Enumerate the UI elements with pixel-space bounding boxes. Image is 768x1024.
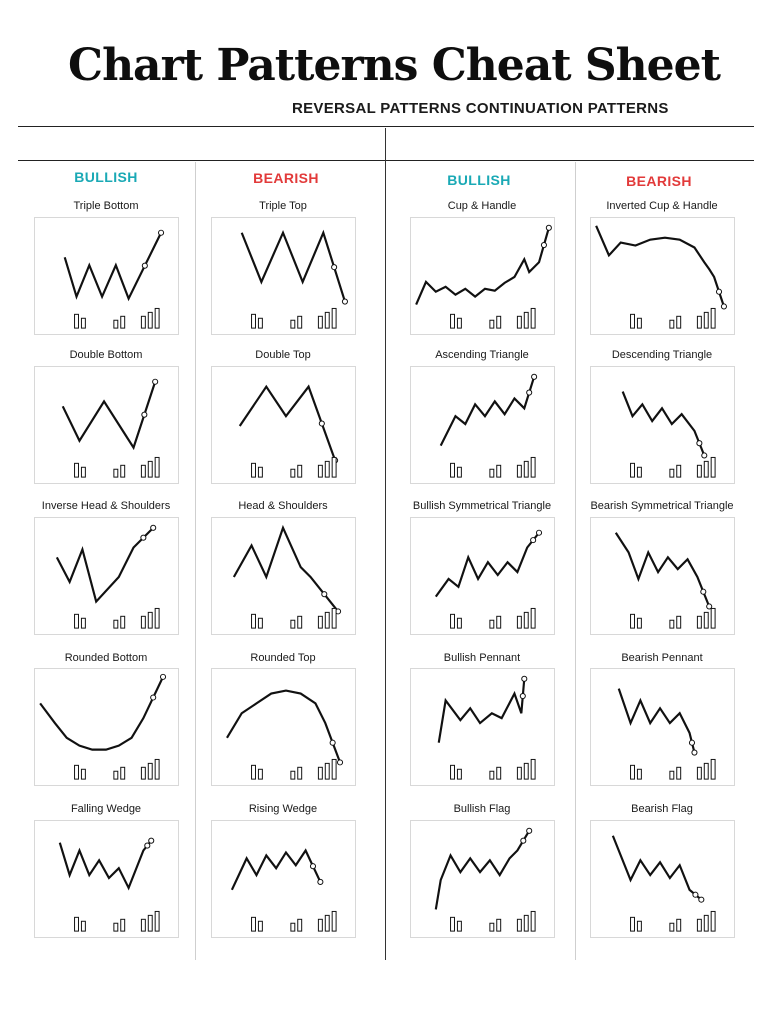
volume-bar [490,320,494,328]
entry-marker [145,843,150,848]
exit-marker [318,879,323,884]
volume-bar [524,612,528,628]
volume-bar [677,616,681,628]
volume-bar [524,312,528,328]
column-header-bullish-continuation: BULLISH [447,172,511,188]
price-line [63,382,155,448]
volume-bar [457,618,461,628]
pattern-line-svg [591,821,734,937]
volume-bar [141,465,145,477]
volume-bar [631,765,635,779]
entry-marker [521,838,526,843]
price-line [616,533,709,607]
volume-bar [332,759,336,779]
pattern-diagram [410,366,555,484]
volume-bar [704,915,708,931]
volume-bar [121,767,125,779]
exit-marker [692,750,697,755]
pattern-title: Double Top [255,349,311,361]
pattern-title: Bearish Symmetrical Triangle [590,500,734,512]
pattern-line-svg [212,669,355,785]
pattern-diagram [410,668,555,786]
pattern-diagram [410,517,555,635]
volume-bar [81,467,85,477]
price-line [623,392,705,456]
volume-bar [531,457,535,477]
pattern-line-svg [35,821,178,937]
volume-bar [637,769,641,779]
pattern-diagram [211,668,356,786]
volume-bar [75,765,79,779]
volume-bar [711,457,715,477]
entry-marker [716,289,721,294]
exit-marker [153,379,158,384]
pattern-line-svg [411,669,554,785]
volume-bar [75,917,79,931]
volume-bars [631,457,716,477]
volume-bars [252,457,337,477]
volume-bar [457,467,461,477]
volume-bar [677,465,681,477]
pattern-diagram [211,217,356,335]
pattern-diagram [590,517,735,635]
pattern-line-svg [591,218,734,334]
volume-bar [631,463,635,477]
column-header-bearish-reversal: BEARISH [253,170,319,186]
volume-bar [524,915,528,931]
price-line [439,679,525,743]
volume-bar [531,911,535,931]
volume-bar [291,923,295,931]
volume-bar [155,759,159,779]
volume-bars [451,759,536,779]
volume-bar [325,763,329,779]
volume-bar [637,618,641,628]
volume-bars [75,608,160,628]
entry-marker [697,441,702,446]
volume-bar [677,316,681,328]
pattern-line-svg [411,367,554,483]
entry-marker [151,695,156,700]
price-line [436,831,529,910]
volume-bars [451,457,536,477]
pattern-title: Cup & Handle [447,200,517,212]
exit-marker [721,304,726,309]
volume-bar [252,614,256,628]
volume-bar [677,767,681,779]
volume-bar [451,463,455,477]
entry-marker [142,412,147,417]
volume-bar [114,620,118,628]
volume-bar [141,316,145,328]
pattern-line-svg [591,518,734,634]
volume-bar [704,461,708,477]
pattern-diagram [211,820,356,938]
volume-bar [697,767,701,779]
pattern-diagram [590,668,735,786]
pattern-diagram [34,217,179,335]
volume-bar [252,765,256,779]
volume-bar [81,921,85,931]
volume-bar [258,618,262,628]
volume-bars [75,308,160,328]
price-line [416,228,549,305]
volume-bar [517,919,521,931]
pattern-diagram [590,820,735,938]
volume-bars [451,308,536,328]
volume-bars [252,759,337,779]
volume-bar [490,771,494,779]
volume-bar [670,771,674,779]
volume-bar [155,608,159,628]
volume-bar [457,921,461,931]
pattern-title: Triple Top [259,200,307,212]
volume-bar [517,316,521,328]
volume-bars [75,457,160,477]
volume-bar [114,771,118,779]
volume-bar [298,919,302,931]
price-line [242,233,345,302]
price-line [436,533,539,597]
pattern-line-svg [212,218,355,334]
pattern-diagram [590,366,735,484]
exit-marker [342,299,347,304]
divider-right [575,162,576,960]
volume-bars [75,911,160,931]
price-line [232,850,320,889]
volume-bar [325,461,329,477]
exit-marker [522,676,527,681]
volume-bar [121,465,125,477]
volume-bar [451,614,455,628]
price-line [596,226,724,307]
entry-marker [310,864,315,869]
volume-bar [457,318,461,328]
volume-bar [677,919,681,931]
volume-bar [114,923,118,931]
volume-bar [497,465,501,477]
divider-top [18,126,754,127]
volume-bars [631,608,716,628]
volume-bar [631,614,635,628]
pattern-title: Bullish Symmetrical Triangle [412,500,552,512]
pattern-diagram [410,217,555,335]
entry-marker [689,740,694,745]
volume-bar [141,767,145,779]
volume-bar [332,308,336,328]
pattern-diagram [590,217,735,335]
volume-bars [631,308,716,328]
volume-bar [298,616,302,628]
pattern-title: Bullish Pennant [443,652,521,664]
price-line [234,528,338,612]
volume-bar [155,911,159,931]
pattern-title: Bullish Flag [453,803,511,815]
column-header-bearish-continuation: BEARISH [626,173,692,189]
volume-bar [114,320,118,328]
volume-bar [291,320,295,328]
volume-bar [637,318,641,328]
volume-bar [75,463,79,477]
volume-bar [524,461,528,477]
pattern-diagram [34,820,179,938]
volume-bar [637,921,641,931]
exit-marker [546,225,551,230]
volume-bar [318,316,322,328]
pattern-line-svg [591,367,734,483]
volume-bar [637,467,641,477]
volume-bar [531,759,535,779]
volume-bar [114,469,118,477]
pattern-diagram [410,820,555,938]
volume-bar [497,616,501,628]
volume-bar [148,312,152,328]
volume-bar [670,620,674,628]
volume-bar [670,923,674,931]
volume-bar [318,767,322,779]
volume-bar [148,763,152,779]
pattern-title: Bearish Flag [631,803,693,815]
pattern-title: Falling Wedge [70,803,142,815]
volume-bar [332,911,336,931]
volume-bar [291,469,295,477]
volume-bar [121,316,125,328]
volume-bars [451,608,536,628]
volume-bar [291,620,295,628]
volume-bar [490,620,494,628]
volume-bar [148,461,152,477]
volume-bar [524,763,528,779]
volume-bar [332,457,336,477]
entry-marker [693,892,698,897]
volume-bar [318,465,322,477]
volume-bar [517,616,521,628]
volume-bars [252,608,337,628]
entry-marker [527,390,532,395]
volume-bar [141,616,145,628]
volume-bar [155,457,159,477]
pattern-title: Rounded Top [250,652,316,664]
volume-bar [631,917,635,931]
pattern-diagram [34,517,179,635]
column-header-bullish-reversal: BULLISH [74,169,138,185]
volume-bar [697,919,701,931]
volume-bar [451,917,455,931]
volume-bar [258,318,262,328]
exit-marker [159,230,164,235]
volume-bar [704,763,708,779]
volume-bars [451,911,536,931]
pattern-diagram [34,668,179,786]
volume-bar [325,312,329,328]
pattern-line-svg [212,367,355,483]
volume-bar [457,769,461,779]
pattern-line-svg [411,821,554,937]
exit-marker [536,530,541,535]
entry-marker [531,538,536,543]
exit-marker [702,453,707,458]
volume-bar [75,614,79,628]
section-subtitle: REVERSAL PATTERNS CONTINUATION PATTERNS [292,100,669,117]
entry-marker [332,265,337,270]
volume-bar [258,769,262,779]
pattern-title: Triple Bottom [73,200,139,212]
volume-bar [711,911,715,931]
price-line [613,836,701,900]
volume-bar [490,923,494,931]
exit-marker [149,838,154,843]
exit-marker [699,897,704,902]
pattern-title: Descending Triangle [611,349,713,361]
price-line [227,691,340,763]
volume-bar [670,469,674,477]
volume-bar [318,616,322,628]
volume-bar [531,308,535,328]
volume-bars [252,308,337,328]
volume-bar [451,765,455,779]
pattern-line-svg [35,669,178,785]
volume-bar [148,915,152,931]
price-line [441,377,534,446]
volume-bar [332,608,336,628]
volume-bars [75,759,160,779]
exit-marker [160,674,165,679]
volume-bar [697,316,701,328]
volume-bar [325,612,329,628]
volume-bar [497,919,501,931]
volume-bar [121,919,125,931]
volume-bar [318,919,322,931]
volume-bar [121,616,125,628]
pattern-line-svg [35,218,178,334]
exit-marker [532,374,537,379]
volume-bar [252,463,256,477]
volume-bar [531,608,535,628]
volume-bar [711,759,715,779]
entry-marker [520,693,525,698]
pattern-line-svg [35,518,178,634]
price-line [40,677,163,750]
volume-bar [451,314,455,328]
pattern-line-svg [411,518,554,634]
divider-left [195,162,196,960]
volume-bars [631,911,716,931]
volume-bar [141,919,145,931]
volume-bar [81,618,85,628]
volume-bar [258,467,262,477]
exit-marker [151,525,156,530]
pattern-line-svg [212,518,355,634]
exit-marker [337,760,342,765]
volume-bar [697,616,701,628]
pattern-line-svg [591,669,734,785]
volume-bar [148,612,152,628]
volume-bar [298,316,302,328]
volume-bar [298,767,302,779]
price-line [60,841,151,888]
pattern-title: Inverse Head & Shoulders [41,500,171,512]
volume-bar [517,465,521,477]
pattern-diagram [211,366,356,484]
volume-bar [670,320,674,328]
volume-bar [155,308,159,328]
volume-bar [497,316,501,328]
volume-bar [298,465,302,477]
volume-bar [291,771,295,779]
volume-bar [81,318,85,328]
volume-bar [258,921,262,931]
volume-bar [697,465,701,477]
volume-bar [325,915,329,931]
pattern-title: Double Bottom [69,349,143,361]
pattern-title: Bearish Pennant [621,652,703,664]
volume-bar [490,469,494,477]
entry-marker [319,421,324,426]
volume-bar [252,917,256,931]
entry-marker [142,263,147,268]
entry-marker [701,589,706,594]
pattern-title: Head & Shoulders [238,500,328,512]
volume-bar [517,767,521,779]
page-title: Chart Patterns Cheat Sheet [68,40,720,91]
volume-bar [704,612,708,628]
pattern-line-svg [411,218,554,334]
volume-bars [631,759,716,779]
pattern-title: Inverted Cup & Handle [606,200,718,212]
entry-marker [541,242,546,247]
divider-second [18,160,754,161]
volume-bars [252,911,337,931]
volume-bar [497,767,501,779]
pattern-title: Rising Wedge [248,803,318,815]
divider-center [385,128,386,960]
volume-bar [631,314,635,328]
volume-bar [252,314,256,328]
pattern-line-svg [35,367,178,483]
pattern-title: Ascending Triangle [435,349,529,361]
volume-bar [75,314,79,328]
volume-bar [81,769,85,779]
entry-marker [141,535,146,540]
volume-bar [711,608,715,628]
exit-marker [527,828,532,833]
volume-bar [711,308,715,328]
volume-bar [704,312,708,328]
entry-marker [330,740,335,745]
entry-marker [322,592,327,597]
pattern-line-svg [212,821,355,937]
pattern-diagram [34,366,179,484]
price-line [57,528,153,602]
pattern-diagram [211,517,356,635]
price-line [619,689,695,753]
pattern-title: Rounded Bottom [64,652,148,664]
